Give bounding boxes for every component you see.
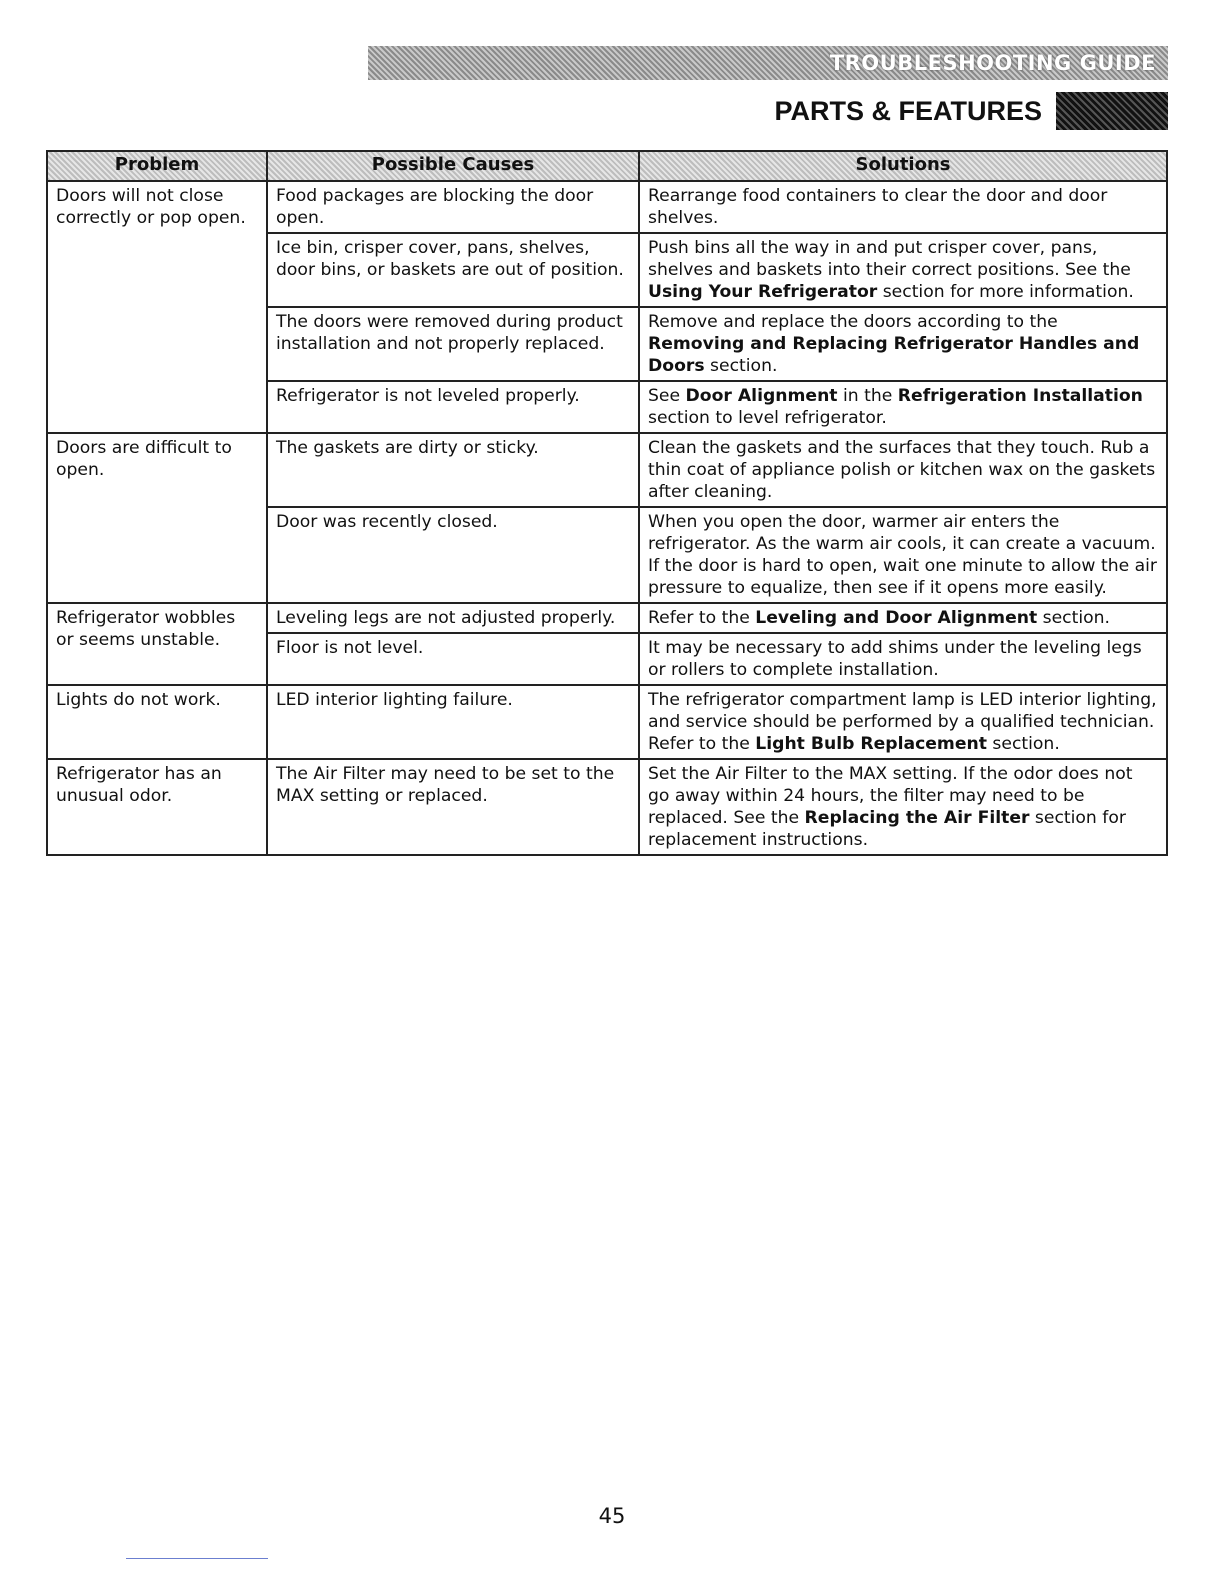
problem-cell: Doors are difficult to open. bbox=[47, 433, 267, 603]
table-row bbox=[47, 181, 1167, 233]
page-number: 45 bbox=[598, 1504, 626, 1528]
troubleshooting-table bbox=[46, 150, 1168, 856]
section-reference: Light Bulb Replacement bbox=[755, 734, 987, 754]
cause-cell: Ice bin, crisper cover, pans, shelves, door bins, or baskets are out of position. bbox=[267, 233, 639, 307]
section-reference: Removing and Replacing Refrigerator Handles and Doors bbox=[648, 334, 1140, 376]
solution-cell: Refer to the Leveling and Door Alignment section. bbox=[639, 603, 1167, 633]
solution-cell: Clean the gaskets and the surfaces that they touch. Rub a thin coat of appliance polish or kitchen wax on the gaskets after cleaning. bbox=[639, 433, 1167, 507]
cause-cell: Food packages are blocking the door open. bbox=[267, 181, 639, 233]
footer-rule bbox=[126, 1558, 268, 1559]
cause-cell: Refrigerator is not leveled properly. bbox=[267, 381, 639, 433]
cause-cell: Door was recently closed. bbox=[267, 507, 639, 603]
solution-cell: The refrigerator compartment lamp is LED interior lighting, and service should be performed by a qualified technician. Refer to the Light Bulb Replacement section. bbox=[639, 685, 1167, 759]
solution-cell: Set the Air Filter to the MAX setting. If the odor does not go away within 24 hours, the filter may need to be replaced. See the Replacing the Air Filter section for replacement instructions. bbox=[639, 759, 1167, 855]
solution-cell: See Door Alignment in the Refrigeration Installation section to level refrigerator. bbox=[639, 381, 1167, 433]
section-title: PARTS & FEATURES bbox=[774, 95, 1042, 126]
section-reference: Door Alignment bbox=[685, 386, 838, 406]
table-row bbox=[47, 685, 1167, 759]
solution-cell: Remove and replace the doors according to the Removing and Replacing Refrigerator Handles and Doors section. bbox=[639, 307, 1167, 381]
cause-cell: Floor is not level. bbox=[267, 633, 639, 685]
table-row bbox=[47, 433, 1167, 507]
solution-cell: Rearrange food containers to clear the door and door shelves. bbox=[639, 181, 1167, 233]
solution-cell: It may be necessary to add shims under the leveling legs or rollers to complete installation. bbox=[639, 633, 1167, 685]
cause-cell: The gaskets are dirty or sticky. bbox=[267, 433, 639, 507]
header-possible-causes: Possible Causes bbox=[267, 151, 639, 181]
header-solutions: Solutions bbox=[639, 151, 1167, 181]
cause-cell: The Air Filter may need to be set to the MAX setting or replaced. bbox=[267, 759, 639, 855]
cause-cell: Leveling legs are not adjusted properly. bbox=[267, 603, 639, 633]
cause-cell: The doors were removed during product installation and not properly replaced. bbox=[267, 307, 639, 381]
banner-title: TROUBLESHOOTING GUIDE bbox=[829, 51, 1156, 75]
table-header-row bbox=[47, 151, 1167, 181]
problem-cell: Refrigerator wobbles or seems unstable. bbox=[47, 603, 267, 685]
section-reference: Refrigeration Installation bbox=[897, 386, 1143, 406]
section-reference: Replacing the Air Filter bbox=[804, 808, 1030, 828]
troubleshooting-guide-banner bbox=[368, 46, 1168, 80]
header-problem: Problem bbox=[47, 151, 267, 181]
solution-cell: Push bins all the way in and put crisper cover, pans, shelves and baskets into their correct positions. See the Using Your Refrigerator section for more information. bbox=[639, 233, 1167, 307]
solution-cell: When you open the door, warmer air enters the refrigerator. As the warm air cools, it can create a vacuum. If the door is hard to open, wait one minute to allow the air pressure to equalize, then see if it opens more easily. bbox=[639, 507, 1167, 603]
problem-cell: Doors will not close correctly or pop open. bbox=[47, 181, 267, 433]
table-row bbox=[47, 759, 1167, 855]
cause-cell: LED interior lighting failure. bbox=[267, 685, 639, 759]
section-marker-block bbox=[1056, 92, 1168, 130]
section-reference: Leveling and Door Alignment bbox=[755, 608, 1038, 628]
table-row bbox=[47, 603, 1167, 633]
problem-cell: Lights do not work. bbox=[47, 685, 267, 759]
section-header bbox=[774, 92, 1168, 130]
section-reference: Using Your Refrigerator bbox=[648, 282, 878, 302]
problem-cell: Refrigerator has an unusual odor. bbox=[47, 759, 267, 855]
